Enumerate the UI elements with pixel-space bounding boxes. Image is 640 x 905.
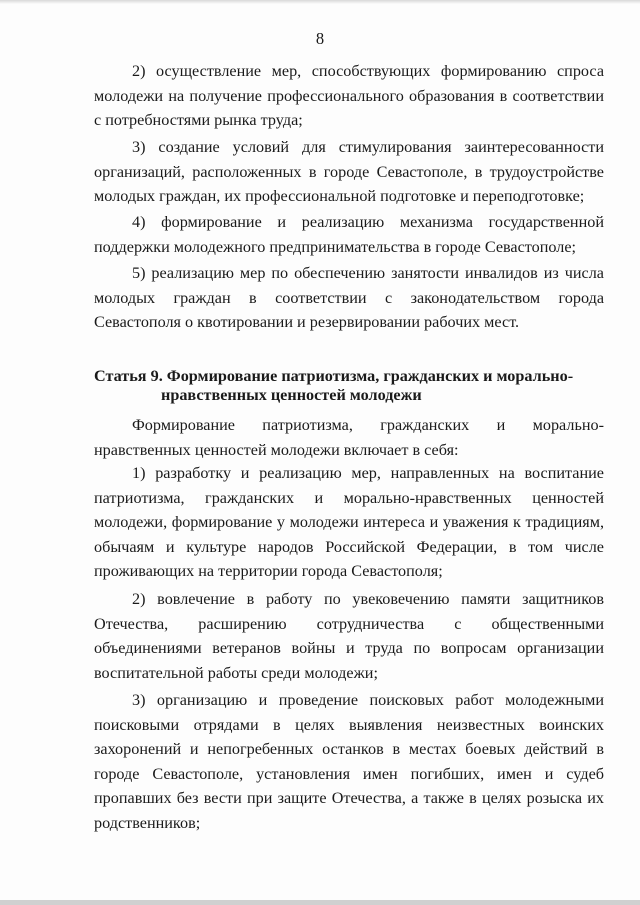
- article-heading-line-2: нравственных ценностей молодежи: [161, 386, 422, 404]
- article-9-heading: [94, 367, 604, 405]
- article-item-1: 1) разработку и реализацию мер, направленных на воспитание патриотизма, гражданских и морально-нравственных ценностей молодежи, формирование у молодежи интереса и уважения к традициям, обычаям и культуре народов Российской Федерации, в том числе проживающих на территории города Севастополя;: [94, 464, 604, 581]
- paragraph-item-2: 2) осуществление мер, способствующих формированию спроса молодежи на получение профессионального образования в соответствии с потребностями рынка труда;: [94, 62, 604, 130]
- article-heading-line-1: Статья 9. Формирование патриотизма, гражданских и морально-: [94, 367, 574, 385]
- page-number: 8: [315, 29, 325, 48]
- article-item-2: 2) вовлечение в работу по увековечению памяти защитников Отечества, расширению сотрудничества с общественными объединениями ветеранов войны и труда по вопросам организации воспитательной работы среди молодежи;: [94, 590, 604, 682]
- paragraph-item-3: 3) создание условий для стимулирования заинтересованности организаций, расположенных в городе Севастополе, в трудоустройстве молодых граждан, их профессиональной подготовке и переподготовке;: [94, 138, 604, 206]
- paragraph-item-4: 4) формирование и реализацию механизма государственной поддержки молодежного предпринимательства в городе Севастополе;: [94, 213, 604, 256]
- scan-bottom-edge: [0, 900, 640, 905]
- article-item-3: 3) организацию и проведение поисковых работ молодежными поисковыми отрядами в целях выявления неизвестных воинских захоронений и непогребенных останков в местах боевых действий в городе Севастополе, установления имен погибших, имен и судеб пропавших без вести при защите Отечества, а также в целях розыска их родственников;: [94, 691, 604, 832]
- scan-top-edge: [0, 0, 640, 4]
- article-intro: Формирование патриотизма, гражданских и морально-нравственных ценностей молодежи включает в себя:: [94, 416, 604, 459]
- paragraph-item-5: 5) реализацию мер по обеспечению занятости инвалидов из числа молодых граждан в соответствии с законодательством города Севастополя о квотировании и резервировании рабочих мест.: [94, 264, 604, 332]
